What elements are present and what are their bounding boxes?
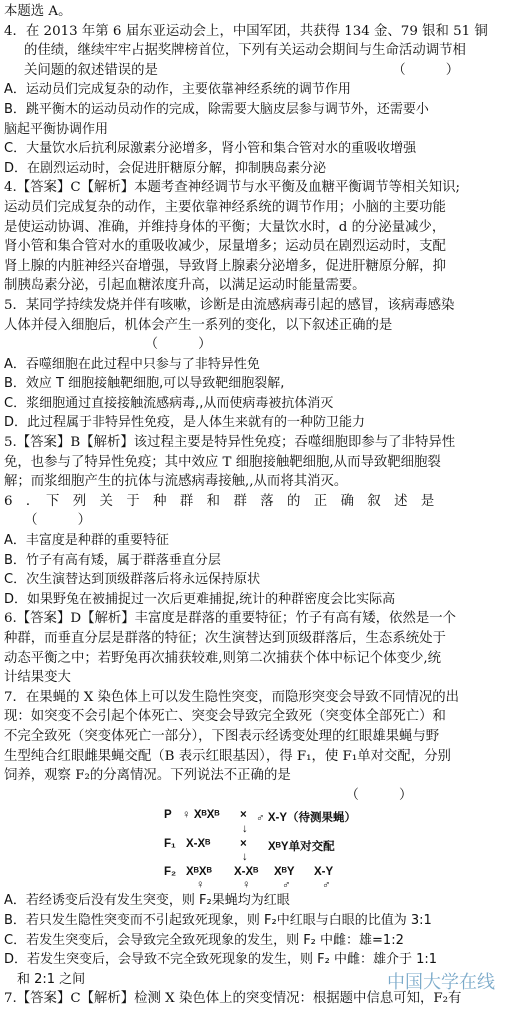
q4-stem: 关问题的叙述错误的是 （ ） <box>24 62 460 78</box>
q4-answer: 肾小管和集合管对水的重吸收减少，尿量增多；运动员在剧烈运动时，支配 <box>4 239 446 255</box>
q7-option: C．若发生突变后，会导致完全致死现象的发生，则 F₂ 中雌：雄=1:2 <box>4 932 404 948</box>
q4-option: D．在剧烈运动时，会促进肝糖原分解，抑制胰岛素分泌 <box>4 160 327 176</box>
q6-answer: 计结果变大 <box>4 670 71 686</box>
q4-option: C．大量饮水后抗利尿激素分泌增多，肾小管和集合管对水的重吸收增强 <box>4 141 417 157</box>
q6-option: B．竹子有高有矮，属于群落垂直分层 <box>4 552 221 568</box>
q6-option: A．丰富度是种群的重要特征 <box>4 533 169 549</box>
q4-stem: 的佳绩，继续牢牢占据奖牌榜首位，下列有关运动会期间与生命活动调节相 <box>24 43 466 59</box>
q6-stem: （ ） <box>4 513 92 529</box>
q7-stem: 生型纯合红眼雌果蝇交配（B 表示红眼基因），得 F₁，使 F₁单对交配，分别 <box>4 748 451 764</box>
q4-answer: 4.【答案】C【解析】本题考查神经调节与水平衡及血糖平衡调节等相关知识; <box>4 180 461 196</box>
q7-stem: 7．在果蝇的 X 染色体上可以发生隐性突变，而隐形突变会导致不同情况的出 <box>4 689 460 705</box>
q7-option: D．若发生突变后，会导致不完全致死现象的发生，则 F₂ 中雌：雄介于 1:1 <box>4 952 438 968</box>
question-text-block <box>4 2 516 805</box>
cross-f2-genotype: XᴮXᴮ <box>186 866 212 879</box>
male-symbol: ♂ <box>282 879 291 892</box>
q4-option: B．跳平衡木的运动员动作的完成，除需要大脑皮层参与调节外，还需要小 <box>4 101 429 117</box>
q4-answer: 肾上腺的内脏神经兴奋增强，导致肾上腺素分泌增多，促进肝糖原分解，抑 <box>4 258 446 274</box>
q6-option: D．如果野兔在被捕捉过一次后更难捕捉,统计的种群密度会比实际高 <box>4 591 396 607</box>
female-symbol: ♀ <box>196 879 205 892</box>
cross-arrow: ↓ <box>242 851 248 864</box>
male-symbol: ♂ <box>322 879 331 892</box>
q7-option: A．若经诱变后没有发生突变，则 F₂果蝇均为红眼 <box>4 893 290 909</box>
q5-answer: 免，也参与了特异性免疫；其中效应 T 细胞接触靶细胞,从而导致靶细胞裂 <box>4 454 441 470</box>
cross-f1-male: XᴮY单对交配 <box>268 841 335 854</box>
document-page <box>4 2 516 1009</box>
q5-stem: 5．某同学持续发烧并伴有咳嗽，诊断是由流感病毒引起的感冒，该病毒感染 <box>4 297 455 313</box>
q4-answer: 是使运动协调、准确，并维持身体的平衡；大量饮水时，d 的分泌量减少， <box>4 219 446 235</box>
q4-answer: 制胰岛素分泌，引起血糖浓度升高，以满足运动时能量需要。 <box>4 278 366 294</box>
q7-stem: （ ） <box>4 787 413 803</box>
q5-option: D．此过程属于非特异性免疫，是人体生来就有的一种防卫能力 <box>4 415 366 431</box>
q5-option: A．吞噬细胞在此过程中只参与了非特异性免 <box>4 356 260 372</box>
cross-arrow: ↓ <box>242 823 248 836</box>
q5-answer: 5.【答案】B【解析】该过程主要是特异性免疫；吞噬细胞即参与了非特异性 <box>4 435 456 451</box>
cross-p-label: P <box>164 809 172 822</box>
q4-answer: 运动员们完成复杂的动作，主要依靠神经系统的调节作用；小脑的主要功能 <box>4 199 446 215</box>
q6-option: C．次生演替达到顶级群落后将永远保持原状 <box>4 572 261 588</box>
q5-answer: 解；而浆细胞产生的抗体与流感病毒接触,,从而将其消灭。 <box>4 474 348 490</box>
q7-stem: 现：如突变不会引起个体死亡、突变会导致完全致死（突变体全部死亡）和 <box>4 709 446 725</box>
cross-f2-genotype: X-Y <box>314 866 334 879</box>
female-symbol: ♀ <box>242 879 251 892</box>
q7-option: 和 2:1 之间 <box>4 971 86 987</box>
genetic-cross-diagram <box>164 805 516 891</box>
q6-answer: 种群，而垂直分层是群落的特征；次生演替达到顶级群落后，生态系统处于 <box>4 631 446 646</box>
q5-option: C．浆细胞通过直接接触流感病毒,,从而使病毒被抗体消灭 <box>4 395 334 411</box>
q6-answer: 动态平衡之中；若野兔再次捕获较难,则第二次捕获个体中标记个体变少,统 <box>4 650 442 666</box>
q5-stem: 人体并侵入细胞后，机体会产生一系列的变化，以下叙述正确的是 <box>4 317 393 333</box>
cross-p-male: ♂ X-Y（待测果蝇） <box>256 812 356 825</box>
cross-p-female: ♀ XᴮXᴮ <box>182 809 220 822</box>
q7-answer: 7.【答案】C【解析】检测 X 染色体上的突变情况：根据题中信息可知，F₂有 <box>4 991 462 1007</box>
cross-f2-genotype: XᴮY <box>274 866 295 879</box>
q7-option: B．若只发生隐性突变而不引起致死现象，则 F₂中红眼与白眼的比值为 3:1 <box>4 912 432 928</box>
cross-times: × <box>240 809 247 822</box>
q4-stem: 4．在 2013 年第 6 届东亚运动会上，中国军团，共获得 134 金、79 银和 51 铜 <box>4 23 488 39</box>
q6-answer: 6.【答案】D【解析】丰富度是群落的重要特征；竹子有高有矮，依然是一个 <box>4 611 457 627</box>
q7-stem: 不完全致死（突变体死亡一部分），下图表示经诱变处理的红眼雄果蝇与野 <box>4 728 440 744</box>
q7-stem: 饲养，观察 F₂的分离情况。下列说法不正确的是 <box>4 768 291 784</box>
q4-option: 脑起平衡协调作用 <box>4 121 109 137</box>
q4-option: A．运动员们完成复杂的动作，主要依靠神经系统的调节作用 <box>4 82 351 98</box>
cross-f1-label: F₁ <box>164 838 176 851</box>
q5-stem: （ ） <box>4 337 212 353</box>
watermark-logo: 中国大学在线 <box>387 972 495 993</box>
q5-option: B．效应 T 细胞接触靶细胞,可以导致靶细胞裂解, <box>4 376 285 392</box>
cross-f2-label: F₂ <box>164 866 177 879</box>
prev-answer-tail: 本题选 A。 <box>4 4 72 19</box>
cross-f2-genotype: X-Xᴮ <box>234 866 259 879</box>
q6-stem: 6 ． 下 列 关 于 种 群 和 群 落 的 正 确 叙 述 是 <box>4 493 435 509</box>
cross-f1-female: X-Xᴮ <box>186 838 211 851</box>
cross-f1-times: × <box>240 838 247 851</box>
